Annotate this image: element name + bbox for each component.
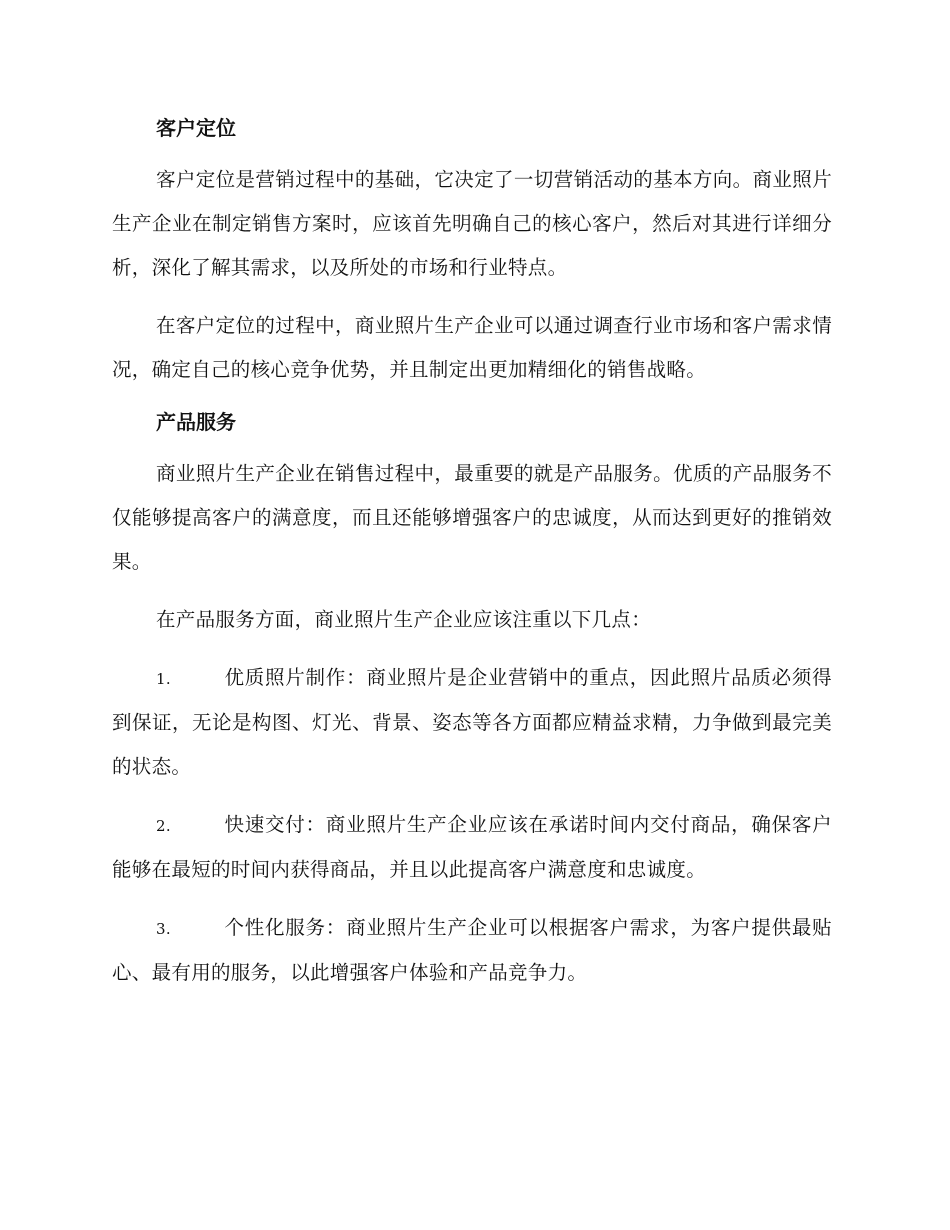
list-item [112,656,832,789]
paragraph: 在客户定位的过程中，商业照片生产企业可以通过调查行业市场和客户需求情况，确定自己的核心竞争优势，并且制定出更加精细化的销售战略。 [112,314,832,381]
list-number: 3. [156,920,171,938]
document-page [112,112,832,1009]
list-number: 2. [156,817,171,835]
list-item-text: 个性化服务：商业照片生产企业可以根据客户需求，为客户提供最贴心、最有用的服务，以此增强客户体验和产品竞争力。 [112,916,832,984]
paragraph: 商业照片生产企业在销售过程中，最重要的就是产品服务。优质的产品服务不仅能够提高客户的满意度，而且还能够增强客户的忠诚度，从而达到更好的推销效果。 [112,462,832,573]
list-item [112,803,832,892]
section-heading-customer-positioning: 客户定位 [156,116,236,140]
list-item-text: 快速交付：商业照片生产企业应该在承诺时间内交付商品，确保客户能够在最短的时间内获得商品，并且以此提高客户满意度和忠诚度。 [112,813,832,881]
list-item-text: 优质照片制作：商业照片是企业营销中的重点，因此照片品质必须得到保证，无论是构图、灯光、背景、姿态等各方面都应精益求精，力争做到最完美的状态。 [112,666,832,778]
list-number: 1. [156,670,171,688]
list-item [112,906,832,995]
paragraph: 在产品服务方面，商业照片生产企业应该注重以下几点： [156,608,652,631]
section-heading-product-service: 产品服务 [156,410,236,434]
paragraph: 客户定位是营销过程中的基础，它决定了一切营销活动的基本方向。商业照片生产企业在制定销售方案时，应该首先明确自己的核心客户，然后对其进行详细分析，深化了解其需求，以及所处的市场和行业特点。 [112,168,832,279]
